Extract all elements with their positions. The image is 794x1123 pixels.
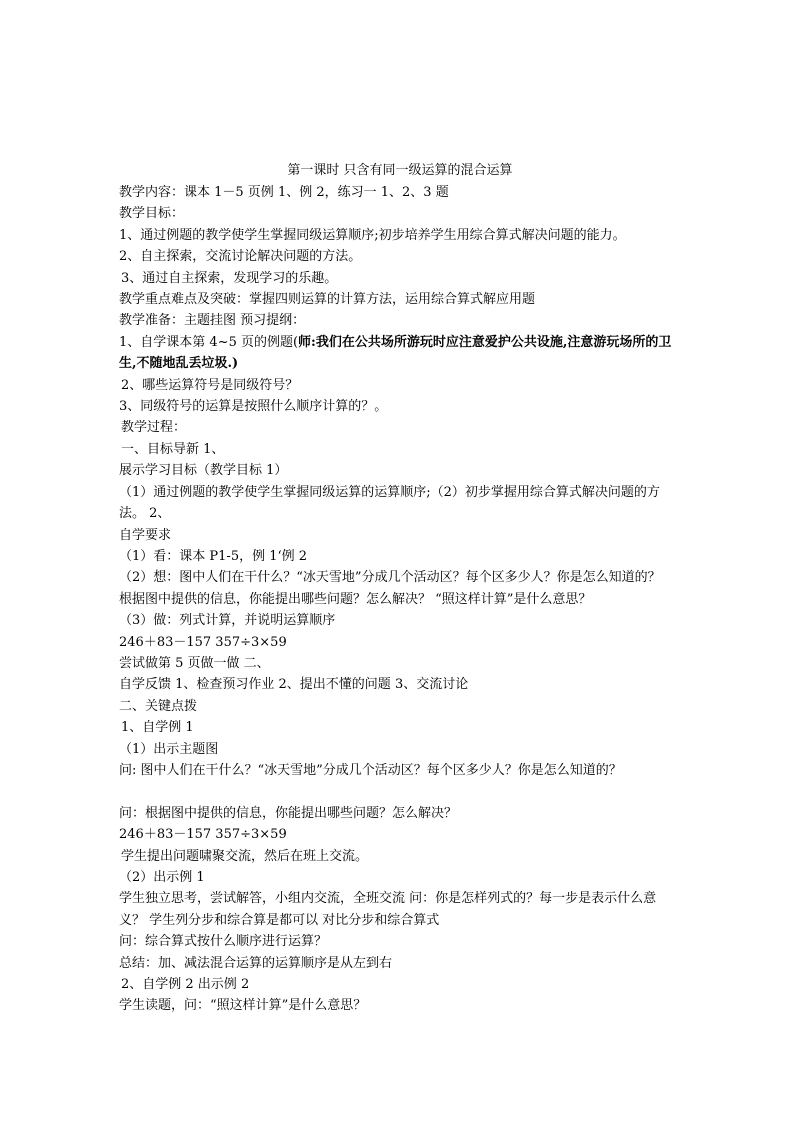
text-line: 3、同级符号的运算是按照什么顺序计算的？。	[119, 399, 388, 415]
formula-line: 246＋83－157 357÷3×59	[119, 634, 287, 650]
formula-line: 246＋83－157 357÷3×59	[119, 827, 287, 843]
teacher-note: 师:我们在公共场所游玩时应注意爱护公共设施,注意游玩场所的卫生,不随地乱丢垃圾.)	[119, 334, 672, 372]
text-line: 尝试做第 5 页做一做 二、	[119, 655, 270, 671]
text-paragraph	[119, 332, 681, 375]
text-line: 教学准备：主题挂图 预习提纲：	[119, 313, 306, 329]
text-line: （1）出示主题图	[119, 741, 219, 757]
text-line: 教学内容：课本 1－5 页例 1、例 2，练习一 1、2、3 题	[119, 185, 449, 200]
blank-line	[119, 781, 681, 802]
text-line: 总结：加、减法混合运算的运算顺序是从左到右	[119, 955, 393, 971]
document-body	[119, 160, 681, 1017]
text-line: 自学反馈 1、检查预习作业 2、提出不懂的问题 3、交流讨论	[119, 677, 469, 693]
text-paragraph: 学生独立思考，尝试解答，小组内交流，全班交流 问：你是怎样列式的？每一步是表示什么意义？ 学生列分步和综合算是都可以 对比分步和综合算式	[119, 891, 657, 928]
text-line: 学生提出问题啸聚交流，然后在班上交流。	[121, 848, 369, 864]
text-span: 1、自学课本第 4~5 页的例题(	[119, 334, 299, 350]
text-line: 3、通过自主探索，发现学习的乐趣。	[121, 270, 338, 286]
text-line: 2、自主探索，交流讨论解决问题的方法。	[119, 249, 362, 265]
page-title: 第一课时 只含有同一级运算的混合运算	[287, 163, 513, 178]
text-line: （2）出示例 1	[119, 869, 205, 885]
text-line: 学生读题，问：“照这样计算”是什么意思？	[119, 998, 367, 1014]
text-line: 教学重点难点及突破：掌握四则运算的计算方法，运用综合算式解应用题	[119, 292, 536, 308]
text-line: 2、哪些运算符号是同级符号？	[121, 377, 299, 393]
text-line: 根据图中提供的信息，你能提出哪些问题？怎么解决？ “照这样计算”是什么意思？	[119, 591, 592, 607]
text-line: 一、目标导新 1、	[121, 441, 225, 457]
text-paragraph: （1）通过例题的教学使学生掌握同级运算的运算顺序;（2）初步掌握用综合算式解决问题的方法。 2、	[119, 484, 660, 522]
text-line: 2、自学例 2 出示例 2	[121, 977, 250, 993]
text-line: 1、通过例题的教学使学生掌握同级运算顺序;初步培养学生用综合算式解决问题的能力。	[119, 227, 626, 243]
text-line: 自学要求	[119, 527, 172, 543]
text-line: 问：综合算式按什么顺序进行运算？	[119, 934, 328, 950]
text-line: 问: 图中人们在干什么？“冰天雪地”分成几个活动区？每个区多少人？你是怎么知道的？	[119, 762, 622, 778]
text-line: 展示学习目标（教学目标 1）	[119, 463, 288, 479]
text-line: 问：根据图中提供的信息，你能提出哪些问题？怎么解决？	[119, 805, 458, 821]
text-paragraph: （2）想：图中人们在干什么？“冰天雪地”分成几个活动区？每个区多少人？你是怎么知道的？	[119, 570, 661, 586]
text-line: 1、自学例 1	[121, 720, 194, 736]
text-line: 教学过程：	[121, 420, 187, 436]
text-line: （1）看：课本 P1-5，例 1‘例 2	[119, 548, 308, 564]
text-line: （3）做：列式计算，并说明运算顺序	[119, 613, 336, 629]
text-line: 二、关键点拨	[119, 698, 198, 714]
text-line: 教学目标：	[119, 206, 185, 222]
